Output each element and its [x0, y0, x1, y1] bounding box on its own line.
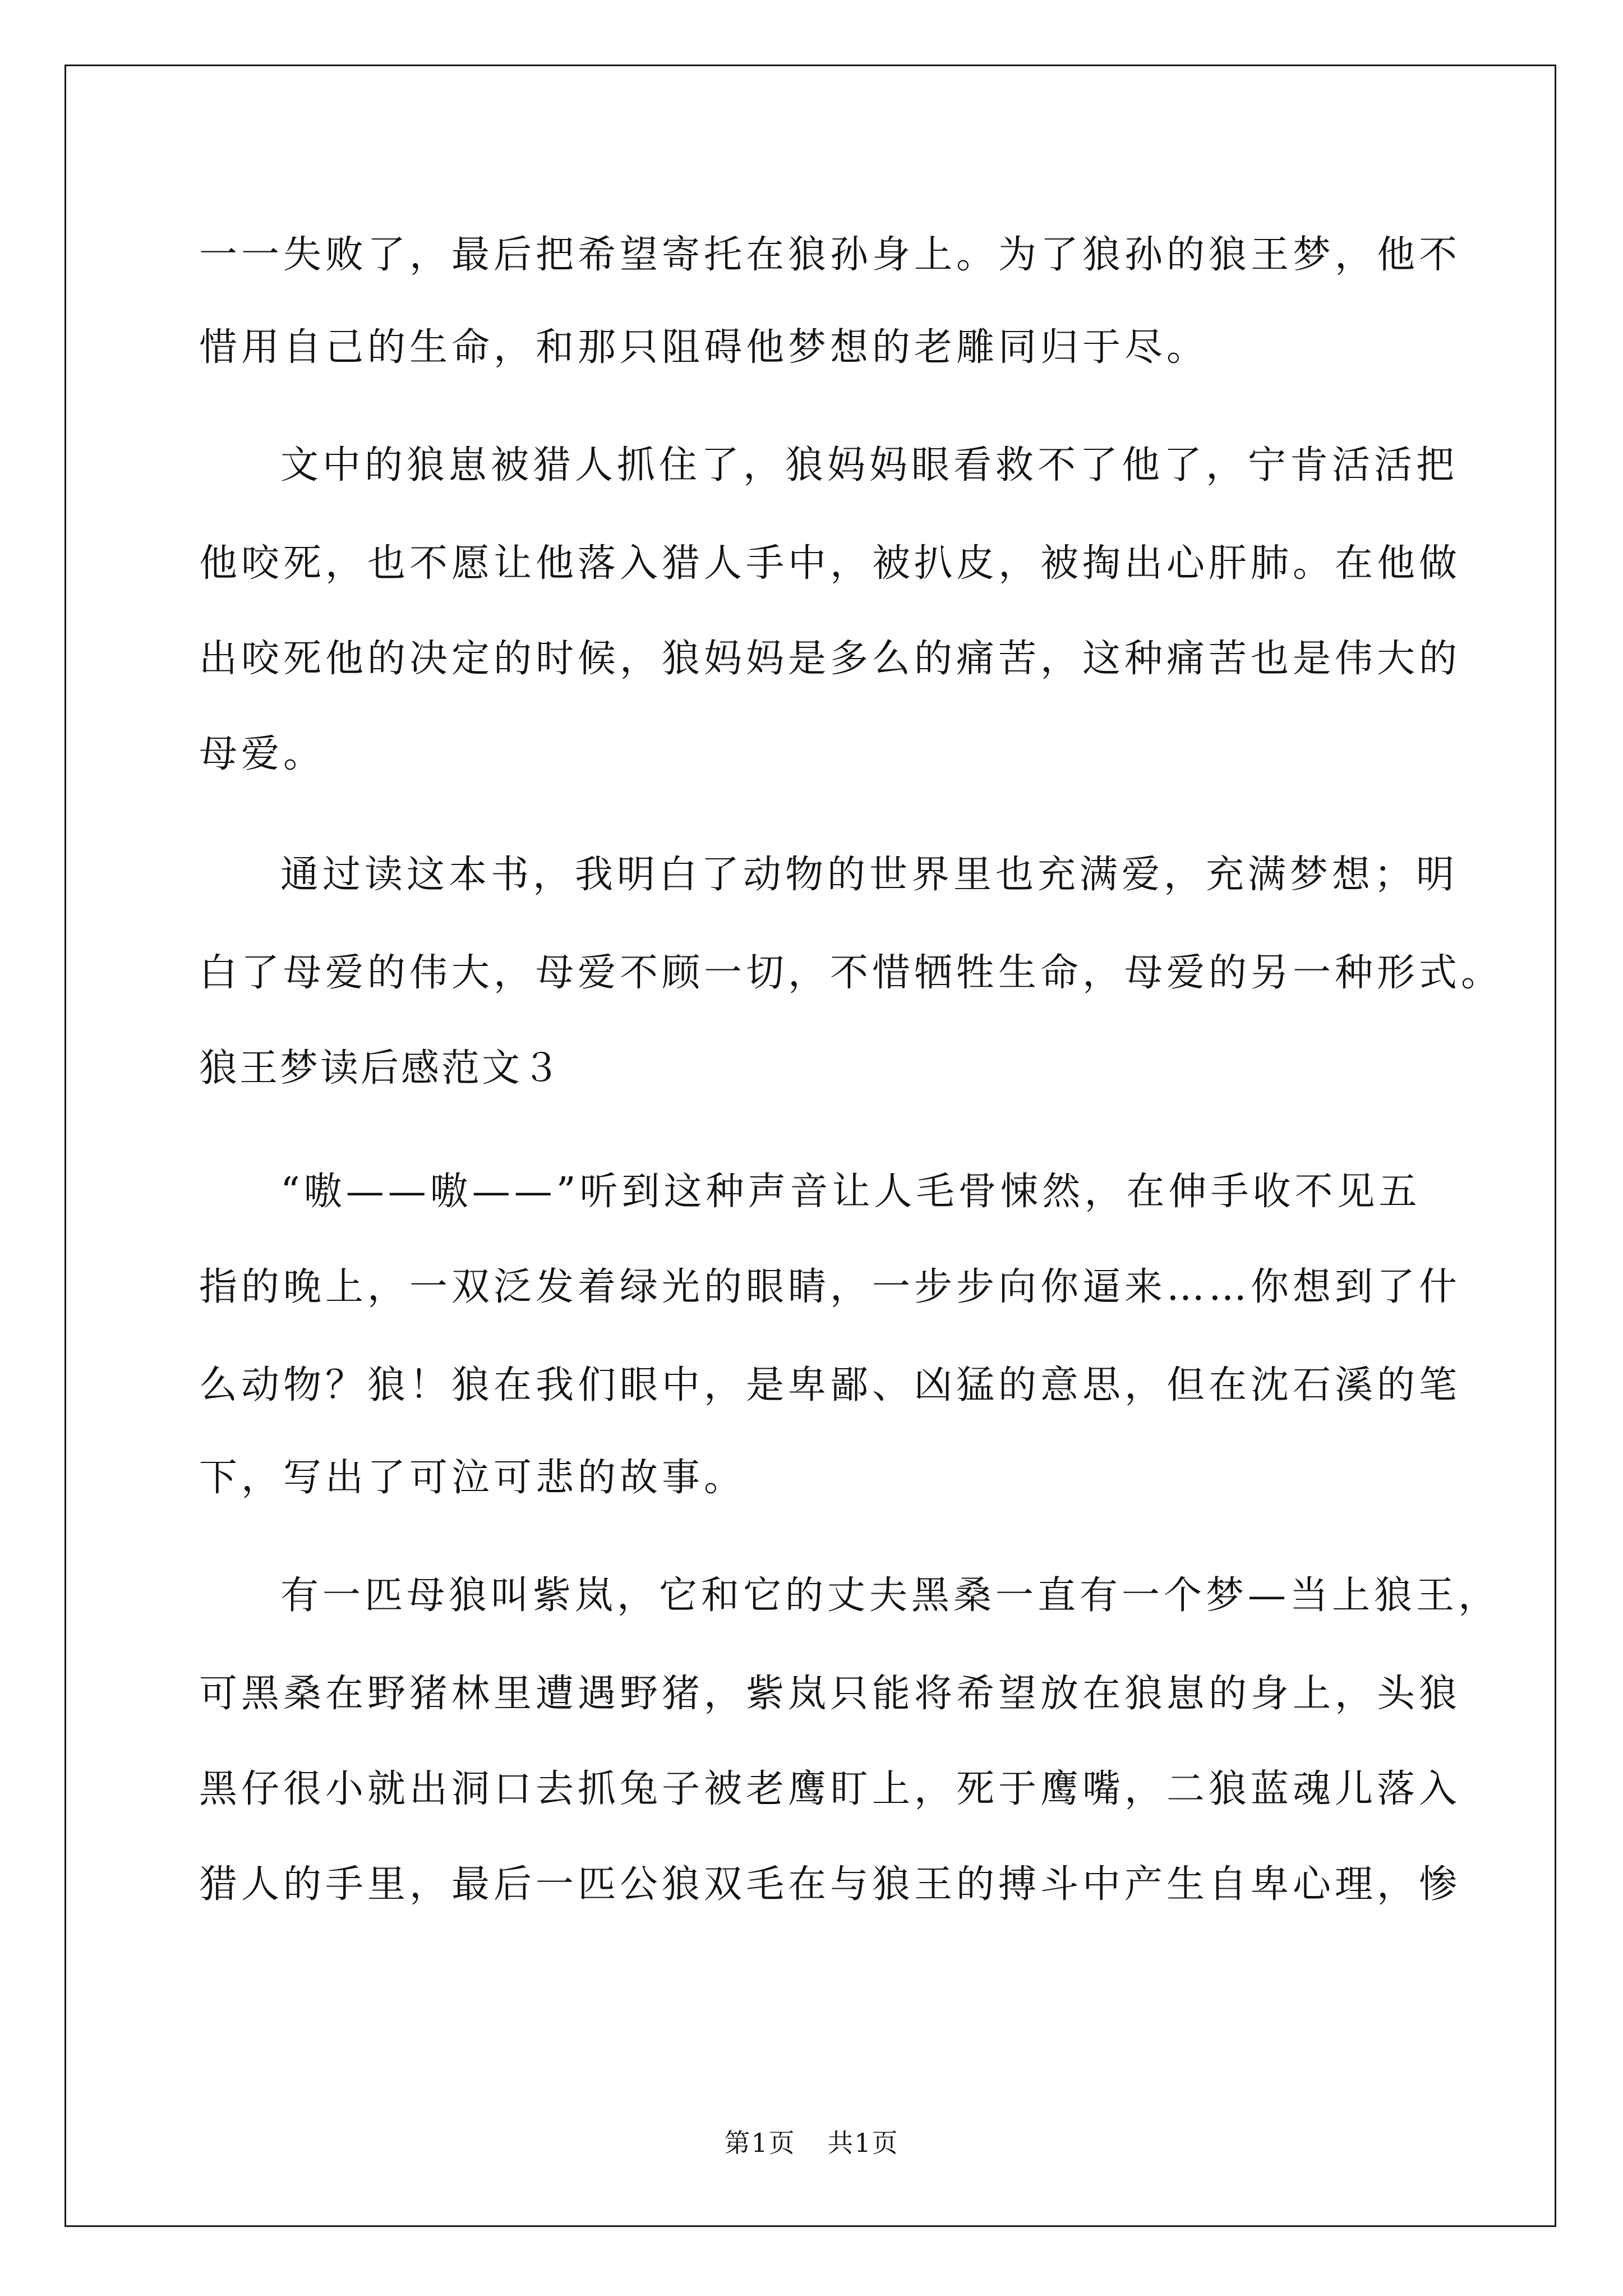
paragraph-line: 指的晚上，一双泛发着绿光的眼睛，一步步向你逼来……你想到了什 [199, 1265, 1461, 1309]
paragraph-line: 白了母爱的伟大，母爱不顾一切，不惜牺牲生命，母爱的另一种形式。 [199, 951, 1504, 995]
paragraph-line: 一一失败了，最后把希望寄托在狼孙身上。为了狼孙的狼王梦，他不 [199, 233, 1461, 277]
paragraph-line: 有一匹母狼叫紫岚，它和它的丈夫黑桑一直有一个梦—当上狼王， [280, 1573, 1501, 1618]
paragraph-line: 么动物？狼！狼在我们眼中，是卑鄙、凶猛的意思，但在沈石溪的笔 [199, 1363, 1461, 1407]
paragraph-line: 出咬死他的决定的时候，狼妈妈是多么的痛苦，这种痛苦也是伟大的 [199, 637, 1461, 681]
paragraph-line: “嗷——嗷——”听到这种声音让人毛骨悚然，在伸手收不见五 [280, 1170, 1421, 1214]
paragraph-line: 可黑桑在野猪林里遭遇野猪，紫岚只能将希望放在狼崽的身上，头狼 [199, 1672, 1461, 1716]
page-total: 共1页 [827, 2128, 899, 2158]
paragraph-line: 通过读这本书，我明白了动物的世界里也充满爱，充满梦想；明 [280, 853, 1459, 897]
paragraph-line: 猎人的手里，最后一匹公狼双毛在与狼王的搏斗中产生自卑心理，惨 [199, 1862, 1461, 1907]
paragraph-line: 下，写出了可泣可悲的故事。 [199, 1456, 746, 1500]
page-number: 第1页 [724, 2128, 796, 2158]
paragraph-line: 母爱。 [199, 732, 326, 776]
paragraph-line: 他咬死，也不愿让他落入猎人手中，被扒皮，被掏出心肝肺。在他做 [199, 541, 1461, 586]
paragraph-line: 黑仔很小就出洞口去抓兔子被老鹰盯上，死于鹰嘴，二狼蓝魂儿落入 [199, 1767, 1461, 1811]
page-footer [0, 2126, 1623, 2160]
paragraph-line: 文中的狼崽被猎人抓住了，狼妈妈眼看救不了他了，宁肯活活把 [280, 443, 1459, 487]
section-heading: 狼王梦读后感范文３ [199, 1046, 563, 1091]
paragraph-line: 惜用自己的生命，和那只阻碍他梦想的老雕同归于尽。 [199, 325, 1209, 370]
